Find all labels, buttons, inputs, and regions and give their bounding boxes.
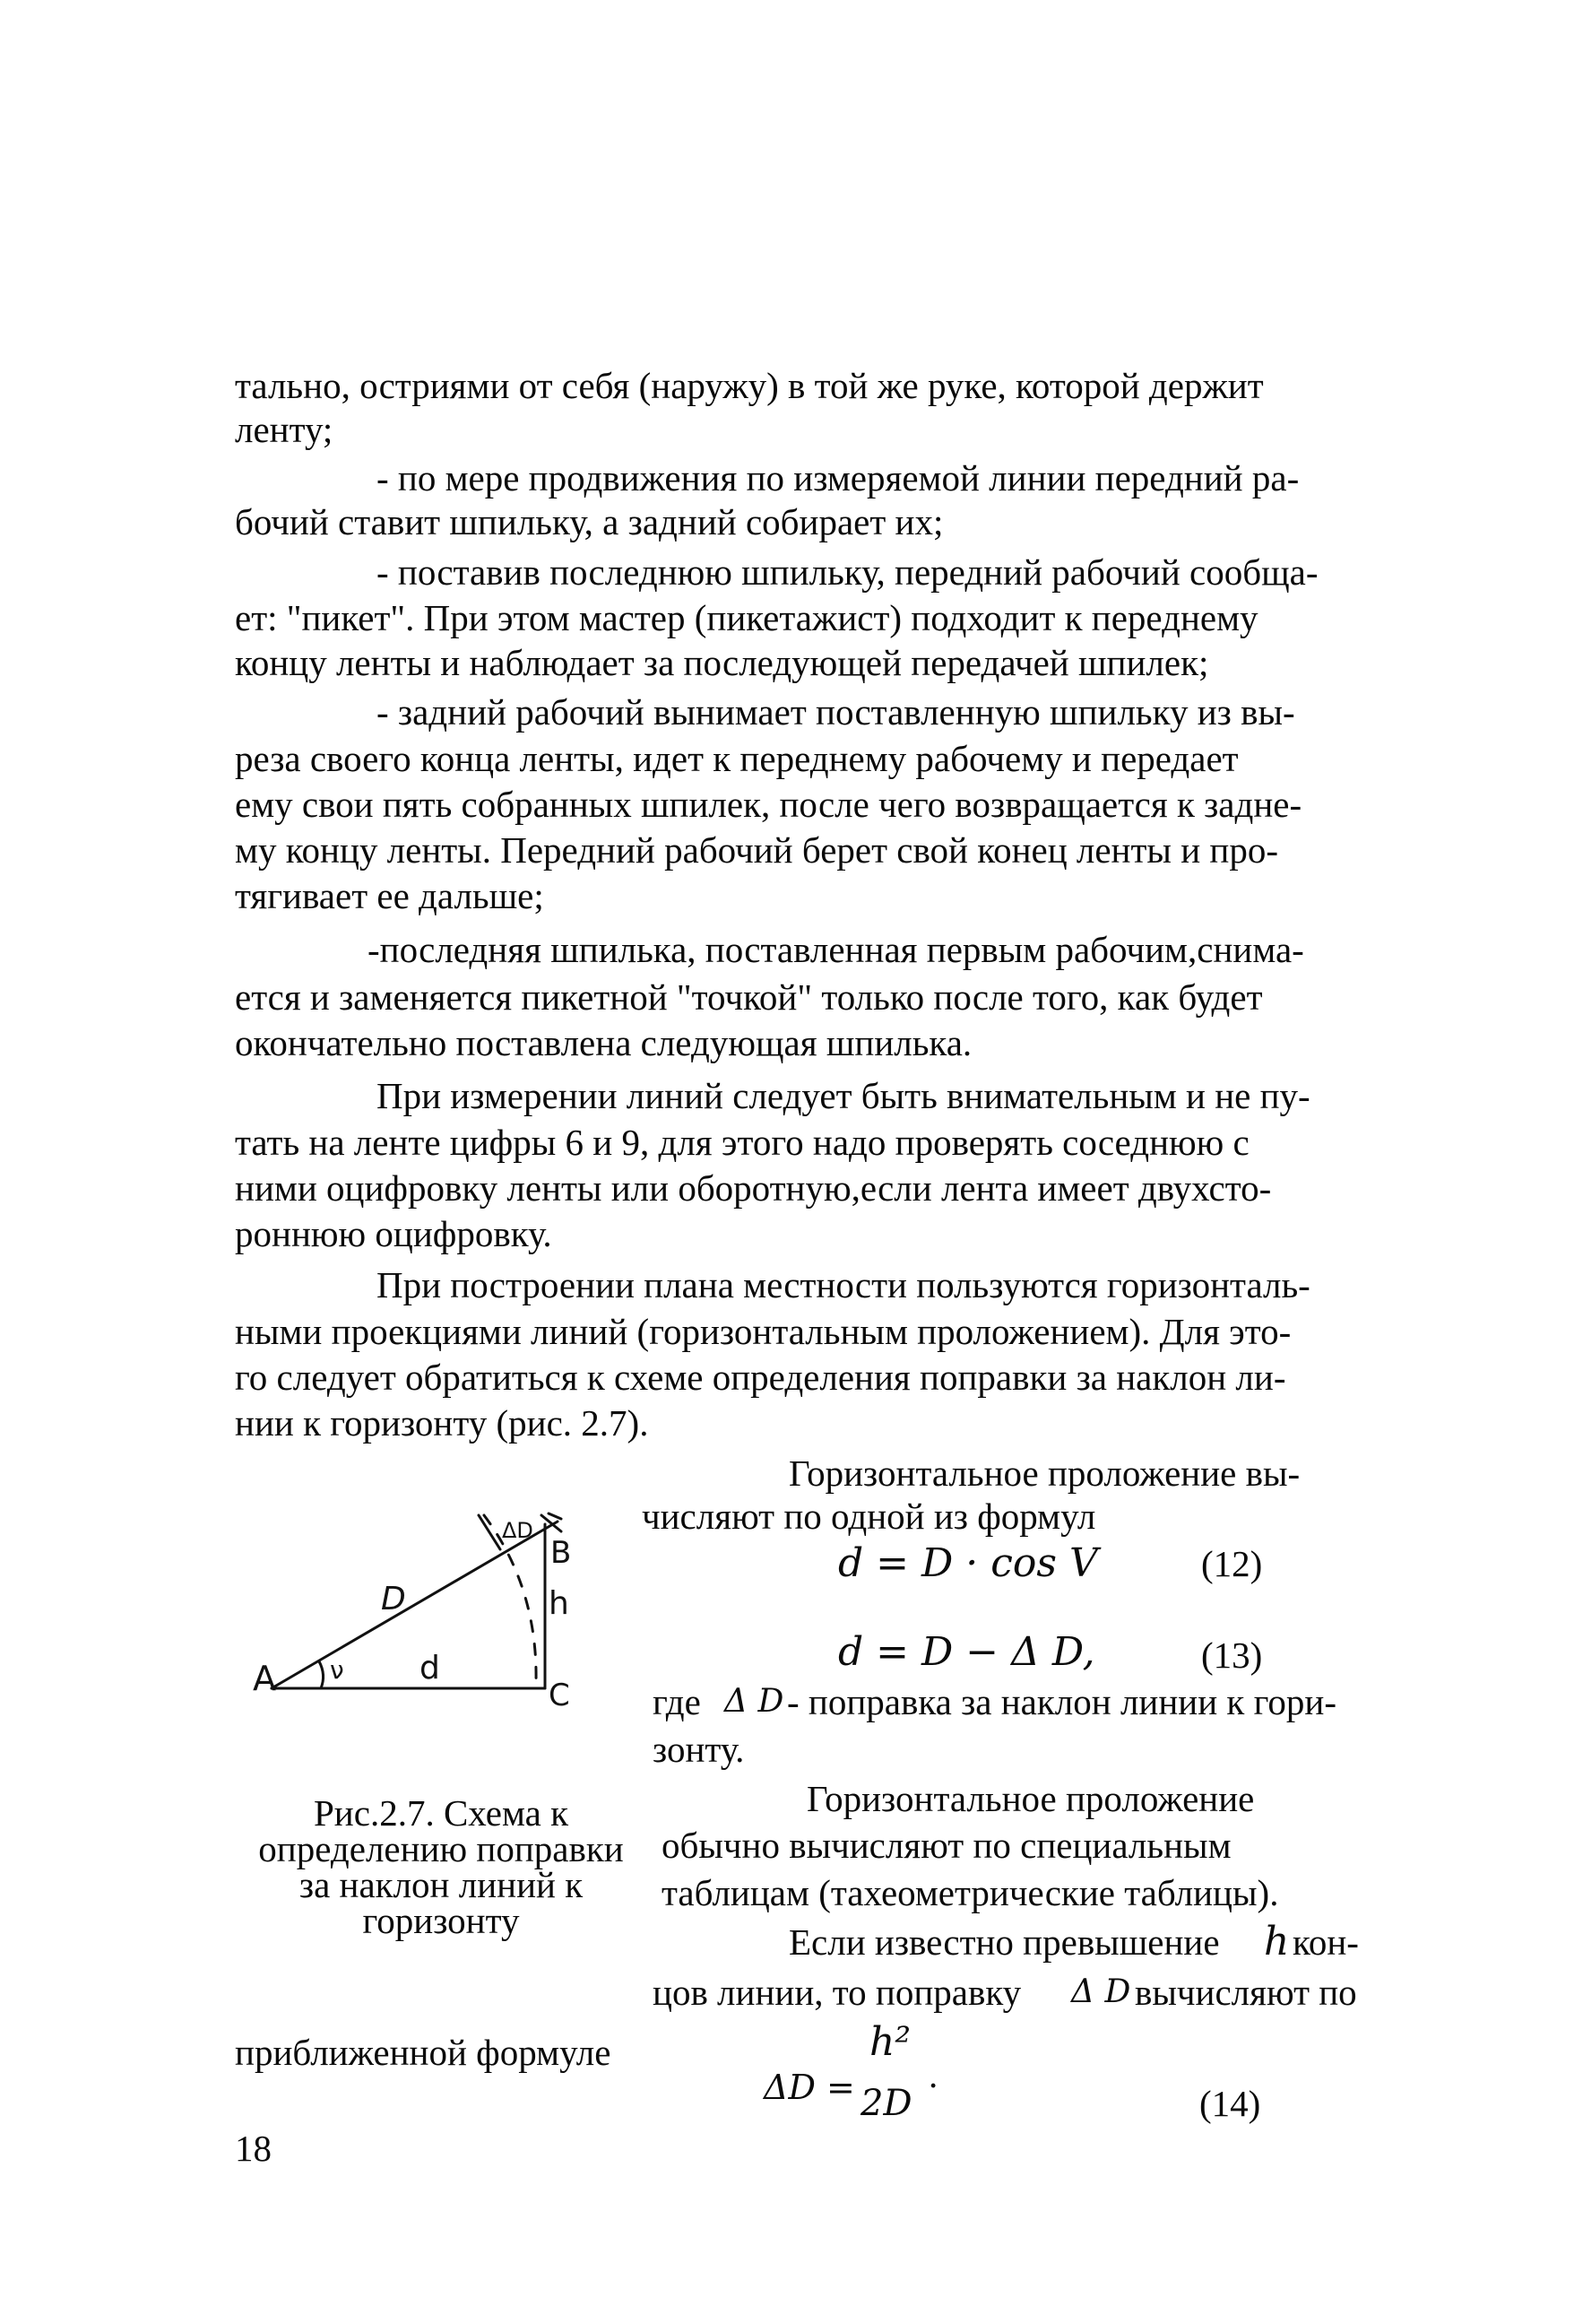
delta-d-symbol: Δ D — [724, 1683, 784, 1720]
label-b: B — [550, 1535, 572, 1571]
right-text: вычисляют по — [1135, 1972, 1357, 2013]
caption-line: Рис.2.7. Схема к — [314, 1792, 568, 1834]
label-c: C — [549, 1678, 570, 1713]
right-text: обычно вычисляют по специальным — [662, 1825, 1232, 1866]
label-a: A — [253, 1659, 276, 1698]
line-ab — [272, 1522, 558, 1688]
right-text: Горизонтальное проложение — [807, 1778, 1255, 1819]
right-text: Если известно превышение — [789, 1921, 1220, 1963]
formula-12: d = D · cos V — [838, 1540, 1098, 1586]
formula-13: d = D − Δ D, — [838, 1629, 1095, 1675]
body-line: тально, остриями от себя (наружу) в той же руке, которой держит — [235, 365, 1264, 406]
right-text: таблицам (тахеометрические таблицы). — [662, 1872, 1279, 1913]
body-line: ет: "пикет". При этом мастер (пикетажист) подходит к переднему — [235, 597, 1258, 638]
body-line: роннюю оцифровку. — [235, 1213, 552, 1254]
right-text: числяют по одной из формул — [642, 1496, 1096, 1537]
body-line: концу ленты и наблюдает за последующей передачей шпилек; — [235, 642, 1209, 683]
left-text: приближенной формуле — [235, 2032, 611, 2073]
label-delta-d: ΔD — [502, 1518, 533, 1543]
body-line: бочий ставит шпильку, а задний собирает их; — [235, 501, 944, 542]
body-line: ему свои пять собранных шпилек, после чего возвращается к задне- — [235, 784, 1302, 825]
body-line: нии к горизонту (рис. 2.7). — [235, 1402, 649, 1444]
label-small-d: d — [419, 1650, 440, 1687]
body-line: -последняя шпилька, поставленная первым рабочим,снима- — [368, 929, 1304, 970]
formula-12-number: (12) — [1201, 1543, 1263, 1584]
caption-line: за наклон линий к — [298, 1864, 584, 1905]
body-line: го следует обратиться к схеме определения поправки за наклон ли- — [235, 1357, 1286, 1398]
body-line: му концу ленты. Передний рабочий берет свой конец ленты и про- — [235, 829, 1278, 871]
formula-14-lhs: ΔD = — [764, 2068, 855, 2107]
right-text: - поправка за наклон линии к гори- — [787, 1681, 1336, 1722]
right-text: где — [653, 1681, 701, 1722]
label-big-d: D — [381, 1581, 406, 1617]
label-h: h — [549, 1585, 569, 1622]
body-line: ленту; — [235, 409, 333, 450]
right-text: зонту. — [653, 1729, 745, 1770]
formula-13-number: (13) — [1201, 1635, 1263, 1676]
body-line: тягивает ее дальше; — [235, 875, 544, 916]
delta-d-symbol: Δ D — [1071, 1973, 1131, 2010]
body-line: окончательно поставлена следующая шпилька. — [235, 1022, 973, 1063]
body-line: тать на ленте цифры 6 и 9, для этого надо проверять соседнюю с — [235, 1122, 1250, 1163]
body-line: При измерении линий следует быть внимательным и не пу- — [376, 1075, 1310, 1116]
body-line: ными проекциями линий (горизонтальным проложением). Для это- — [235, 1311, 1292, 1352]
body-line: - поставив последнюю шпильку, передний рабочий сообща- — [376, 551, 1319, 593]
caption-line: горизонту — [362, 1900, 520, 1941]
right-text: кон- — [1293, 1921, 1359, 1963]
page-number: 18 — [235, 2128, 272, 2169]
body-line: ется и заменяется пикетной "точкой" только после того, как будет — [235, 976, 1263, 1018]
body-line: реза своего конца ленты, идет к переднему рабочему и передает — [235, 738, 1239, 779]
body-line: - по мере продвижения по измеряемой линии передний ра- — [376, 457, 1300, 499]
caption-line: определению поправки — [258, 1828, 624, 1869]
formula-14-denominator: 2D — [861, 2083, 912, 2124]
label-v: ν — [330, 1655, 344, 1685]
formula-14-numerator: h² — [869, 2019, 911, 2065]
right-text: Горизонтальное проложение вы- — [789, 1452, 1301, 1494]
angle-arc — [319, 1661, 324, 1688]
formula-14-period: . — [929, 2054, 938, 2095]
body-line: При построении плана местности пользуются горизонталь- — [376, 1264, 1310, 1305]
h-symbol: h — [1264, 1919, 1290, 1964]
formula-14-number: (14) — [1199, 2083, 1261, 2124]
delta-d-tick — [549, 1513, 561, 1519]
body-line: ними оцифровку ленты или оборотную,если лента имеет двухсто- — [235, 1167, 1272, 1209]
body-line: - задний рабочий вынимает поставленную шпильку из вы- — [376, 691, 1295, 733]
right-text: цов линии, то поправку — [653, 1972, 1022, 2013]
